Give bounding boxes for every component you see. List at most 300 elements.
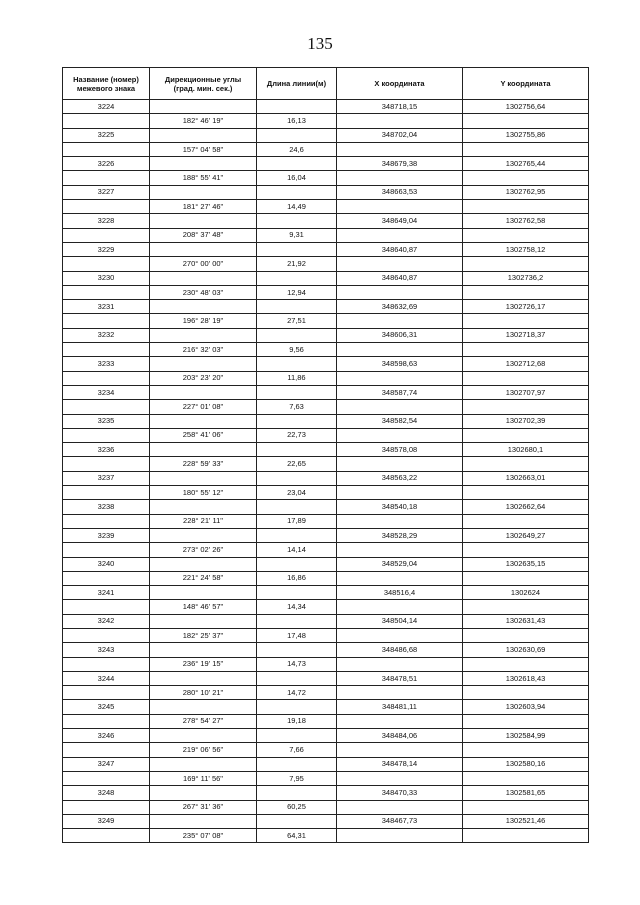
- direction-angle: 273° 02' 26": [150, 543, 257, 557]
- empty-cell: [337, 743, 463, 757]
- x-coordinate: 348598,63: [337, 357, 463, 371]
- point-row: [63, 214, 589, 228]
- line-length: 23,04: [257, 486, 337, 500]
- empty-cell: [337, 800, 463, 814]
- point-name: 3243: [63, 643, 150, 657]
- empty-cell: [150, 414, 257, 428]
- empty-cell: [150, 643, 257, 657]
- empty-cell: [150, 614, 257, 628]
- empty-cell: [463, 114, 589, 128]
- empty-cell: [63, 800, 150, 814]
- x-coordinate: 348481,11: [337, 700, 463, 714]
- direction-angle: 216° 32' 03": [150, 343, 257, 357]
- empty-cell: [257, 357, 337, 371]
- segment-row: [63, 800, 589, 814]
- empty-cell: [63, 486, 150, 500]
- point-name: 3247: [63, 757, 150, 771]
- empty-cell: [63, 142, 150, 156]
- empty-cell: [63, 600, 150, 614]
- point-name: 3242: [63, 614, 150, 628]
- empty-cell: [337, 200, 463, 214]
- empty-cell: [337, 514, 463, 528]
- x-coordinate: 348516,4: [337, 586, 463, 600]
- empty-cell: [337, 257, 463, 271]
- x-coordinate: 348640,87: [337, 271, 463, 285]
- empty-cell: [63, 571, 150, 585]
- x-coordinate: 348478,51: [337, 671, 463, 685]
- point-name: 3229: [63, 242, 150, 256]
- empty-cell: [463, 142, 589, 156]
- y-coordinate: 1302680,1: [463, 443, 589, 457]
- y-coordinate: 1302635,15: [463, 557, 589, 571]
- segment-row: [63, 428, 589, 442]
- x-coordinate: 348649,04: [337, 214, 463, 228]
- empty-cell: [63, 171, 150, 185]
- y-coordinate: 1302581,65: [463, 786, 589, 800]
- header-length: Длина линии(м): [257, 68, 337, 100]
- empty-cell: [257, 242, 337, 256]
- empty-cell: [63, 257, 150, 271]
- direction-angle: 219° 06' 56": [150, 743, 257, 757]
- point-name: 3241: [63, 586, 150, 600]
- empty-cell: [150, 300, 257, 314]
- x-coordinate: 348718,15: [337, 100, 463, 114]
- segment-row: [63, 600, 589, 614]
- empty-cell: [257, 100, 337, 114]
- empty-cell: [257, 671, 337, 685]
- direction-angle: 278° 54' 27": [150, 714, 257, 728]
- segment-row: [63, 543, 589, 557]
- line-length: 16,13: [257, 114, 337, 128]
- line-length: 9,31: [257, 228, 337, 242]
- empty-cell: [337, 142, 463, 156]
- point-name: 3227: [63, 185, 150, 199]
- empty-cell: [463, 457, 589, 471]
- point-name: 3246: [63, 729, 150, 743]
- segment-row: [63, 457, 589, 471]
- empty-cell: [257, 786, 337, 800]
- x-coordinate: 348528,29: [337, 528, 463, 542]
- table-header-row: [63, 68, 589, 100]
- line-length: 9,56: [257, 343, 337, 357]
- x-coordinate: 348679,38: [337, 157, 463, 171]
- empty-cell: [337, 343, 463, 357]
- empty-cell: [463, 800, 589, 814]
- point-row: [63, 242, 589, 256]
- y-coordinate: 1302631,43: [463, 614, 589, 628]
- empty-cell: [63, 457, 150, 471]
- line-length: 16,04: [257, 171, 337, 185]
- segment-row: [63, 114, 589, 128]
- point-row: [63, 729, 589, 743]
- y-coordinate: 1302624: [463, 586, 589, 600]
- empty-cell: [63, 343, 150, 357]
- segment-row: [63, 314, 589, 328]
- y-coordinate: 1302618,43: [463, 671, 589, 685]
- segment-row: [63, 228, 589, 242]
- empty-cell: [337, 714, 463, 728]
- point-name: 3231: [63, 300, 150, 314]
- empty-cell: [463, 486, 589, 500]
- y-coordinate: 1302580,16: [463, 757, 589, 771]
- empty-cell: [150, 671, 257, 685]
- point-name: 3233: [63, 357, 150, 371]
- direction-angle: 157° 04' 58": [150, 142, 257, 156]
- empty-cell: [463, 600, 589, 614]
- empty-cell: [257, 643, 337, 657]
- segment-row: [63, 571, 589, 585]
- header-y: Y координата: [463, 68, 589, 100]
- empty-cell: [337, 686, 463, 700]
- empty-cell: [150, 700, 257, 714]
- empty-cell: [463, 743, 589, 757]
- point-name: 3235: [63, 414, 150, 428]
- point-row: [63, 500, 589, 514]
- empty-cell: [257, 157, 337, 171]
- y-coordinate: 1302756,64: [463, 100, 589, 114]
- empty-cell: [63, 114, 150, 128]
- x-coordinate: 348486,68: [337, 643, 463, 657]
- empty-cell: [257, 128, 337, 142]
- line-length: 27,51: [257, 314, 337, 328]
- segment-row: [63, 371, 589, 385]
- y-coordinate: 1302762,58: [463, 214, 589, 228]
- point-row: [63, 557, 589, 571]
- coordinates-table: [62, 67, 589, 843]
- header-angle: Дирекционные углы (град. мин. сек.): [150, 68, 257, 100]
- x-coordinate: 348470,33: [337, 786, 463, 800]
- segment-row: [63, 400, 589, 414]
- direction-angle: 270° 00' 00": [150, 257, 257, 271]
- point-row: [63, 586, 589, 600]
- direction-angle: 203° 23' 20": [150, 371, 257, 385]
- empty-cell: [63, 714, 150, 728]
- empty-cell: [63, 285, 150, 299]
- point-name: 3234: [63, 385, 150, 399]
- point-row: [63, 443, 589, 457]
- empty-cell: [257, 328, 337, 342]
- empty-cell: [257, 814, 337, 828]
- header-name: Название (номер) межевого знака: [63, 68, 150, 100]
- empty-cell: [150, 586, 257, 600]
- direction-angle: 258° 41' 06": [150, 428, 257, 442]
- direction-angle: 280° 10' 21": [150, 686, 257, 700]
- x-coordinate: 348529,04: [337, 557, 463, 571]
- point-row: [63, 614, 589, 628]
- point-name: 3248: [63, 786, 150, 800]
- empty-cell: [257, 271, 337, 285]
- empty-cell: [63, 543, 150, 557]
- point-name: 3244: [63, 671, 150, 685]
- x-coordinate: 348663,53: [337, 185, 463, 199]
- empty-cell: [150, 729, 257, 743]
- direction-angle: 182° 46' 19": [150, 114, 257, 128]
- point-row: [63, 757, 589, 771]
- direction-angle: 236° 19' 15": [150, 657, 257, 671]
- point-row: [63, 357, 589, 371]
- line-length: 21,92: [257, 257, 337, 271]
- empty-cell: [63, 371, 150, 385]
- empty-cell: [150, 757, 257, 771]
- direction-angle: 188° 55' 41": [150, 171, 257, 185]
- empty-cell: [337, 457, 463, 471]
- segment-row: [63, 285, 589, 299]
- x-coordinate: 348606,31: [337, 328, 463, 342]
- empty-cell: [150, 157, 257, 171]
- segment-row: [63, 200, 589, 214]
- point-name: 3225: [63, 128, 150, 142]
- empty-cell: [257, 500, 337, 514]
- empty-cell: [257, 443, 337, 457]
- empty-cell: [463, 571, 589, 585]
- empty-cell: [463, 228, 589, 242]
- empty-cell: [463, 714, 589, 728]
- empty-cell: [337, 400, 463, 414]
- empty-cell: [257, 557, 337, 571]
- point-row: [63, 786, 589, 800]
- direction-angle: 267° 31' 36": [150, 800, 257, 814]
- point-row: [63, 328, 589, 342]
- empty-cell: [257, 471, 337, 485]
- empty-cell: [150, 214, 257, 228]
- empty-cell: [150, 471, 257, 485]
- line-length: 7,66: [257, 743, 337, 757]
- line-length: 16,86: [257, 571, 337, 585]
- y-coordinate: 1302726,17: [463, 300, 589, 314]
- direction-angle: 169° 11' 56": [150, 771, 257, 785]
- point-row: [63, 185, 589, 199]
- empty-cell: [63, 771, 150, 785]
- y-coordinate: 1302762,95: [463, 185, 589, 199]
- y-coordinate: 1302718,37: [463, 328, 589, 342]
- y-coordinate: 1302603,94: [463, 700, 589, 714]
- line-length: 14,14: [257, 543, 337, 557]
- y-coordinate: 1302758,12: [463, 242, 589, 256]
- direction-angle: 182° 25' 37": [150, 628, 257, 642]
- empty-cell: [150, 128, 257, 142]
- empty-cell: [63, 686, 150, 700]
- point-row: [63, 814, 589, 828]
- empty-cell: [257, 300, 337, 314]
- empty-cell: [150, 500, 257, 514]
- point-name: 3224: [63, 100, 150, 114]
- empty-cell: [337, 171, 463, 185]
- x-coordinate: 348582,54: [337, 414, 463, 428]
- point-name: 3237: [63, 471, 150, 485]
- y-coordinate: 1302584,99: [463, 729, 589, 743]
- empty-cell: [337, 543, 463, 557]
- direction-angle: 230° 48' 03": [150, 285, 257, 299]
- direction-angle: 221° 24' 58": [150, 571, 257, 585]
- y-coordinate: 1302649,27: [463, 528, 589, 542]
- empty-cell: [257, 414, 337, 428]
- empty-cell: [337, 657, 463, 671]
- point-row: [63, 700, 589, 714]
- empty-cell: [63, 428, 150, 442]
- point-name: 3226: [63, 157, 150, 171]
- empty-cell: [337, 600, 463, 614]
- direction-angle: 148° 46' 57": [150, 600, 257, 614]
- empty-cell: [337, 114, 463, 128]
- y-coordinate: 1302630,69: [463, 643, 589, 657]
- y-coordinate: 1302765,44: [463, 157, 589, 171]
- empty-cell: [63, 628, 150, 642]
- empty-cell: [150, 786, 257, 800]
- empty-cell: [337, 228, 463, 242]
- x-coordinate: 348578,08: [337, 443, 463, 457]
- empty-cell: [463, 400, 589, 414]
- direction-angle: 180° 55' 12": [150, 486, 257, 500]
- empty-cell: [63, 514, 150, 528]
- y-coordinate: 1302736,2: [463, 271, 589, 285]
- segment-row: [63, 257, 589, 271]
- line-length: 22,73: [257, 428, 337, 442]
- line-length: 22,65: [257, 457, 337, 471]
- empty-cell: [150, 100, 257, 114]
- x-coordinate: 348702,04: [337, 128, 463, 142]
- empty-cell: [337, 771, 463, 785]
- empty-cell: [463, 343, 589, 357]
- point-row: [63, 385, 589, 399]
- empty-cell: [150, 443, 257, 457]
- empty-cell: [63, 743, 150, 757]
- empty-cell: [463, 285, 589, 299]
- empty-cell: [463, 428, 589, 442]
- point-row: [63, 643, 589, 657]
- empty-cell: [257, 614, 337, 628]
- empty-cell: [150, 328, 257, 342]
- segment-row: [63, 486, 589, 500]
- y-coordinate: 1302662,64: [463, 500, 589, 514]
- segment-row: [63, 743, 589, 757]
- point-name: 3228: [63, 214, 150, 228]
- segment-row: [63, 628, 589, 642]
- empty-cell: [337, 285, 463, 299]
- empty-cell: [150, 185, 257, 199]
- direction-angle: 208° 37' 48": [150, 228, 257, 242]
- point-row: [63, 671, 589, 685]
- point-name: 3236: [63, 443, 150, 457]
- empty-cell: [463, 257, 589, 271]
- x-coordinate: 348504,14: [337, 614, 463, 628]
- line-length: 14,49: [257, 200, 337, 214]
- empty-cell: [150, 242, 257, 256]
- empty-cell: [337, 371, 463, 385]
- line-length: 7,63: [257, 400, 337, 414]
- point-row: [63, 528, 589, 542]
- table-body: [63, 100, 589, 843]
- empty-cell: [463, 829, 589, 843]
- empty-cell: [257, 185, 337, 199]
- line-length: 14,73: [257, 657, 337, 671]
- point-row: [63, 300, 589, 314]
- y-coordinate: 1302707,97: [463, 385, 589, 399]
- point-row: [63, 471, 589, 485]
- empty-cell: [463, 371, 589, 385]
- x-coordinate: 348484,06: [337, 729, 463, 743]
- line-length: 60,25: [257, 800, 337, 814]
- line-length: 17,48: [257, 628, 337, 642]
- header-x: X координата: [337, 68, 463, 100]
- line-length: 24,6: [257, 142, 337, 156]
- x-coordinate: 348587,74: [337, 385, 463, 399]
- empty-cell: [463, 314, 589, 328]
- empty-cell: [63, 400, 150, 414]
- y-coordinate: 1302702,39: [463, 414, 589, 428]
- empty-cell: [63, 314, 150, 328]
- empty-cell: [150, 557, 257, 571]
- x-coordinate: 348640,87: [337, 242, 463, 256]
- y-coordinate: 1302521,46: [463, 814, 589, 828]
- point-name: 3240: [63, 557, 150, 571]
- point-name: 3249: [63, 814, 150, 828]
- direction-angle: 235° 07' 08": [150, 829, 257, 843]
- point-name: 3232: [63, 328, 150, 342]
- empty-cell: [63, 657, 150, 671]
- segment-row: [63, 771, 589, 785]
- y-coordinate: 1302712,68: [463, 357, 589, 371]
- x-coordinate: 348467,73: [337, 814, 463, 828]
- empty-cell: [257, 757, 337, 771]
- empty-cell: [257, 700, 337, 714]
- empty-cell: [257, 528, 337, 542]
- empty-cell: [337, 428, 463, 442]
- segment-row: [63, 142, 589, 156]
- line-length: 14,34: [257, 600, 337, 614]
- point-name: 3238: [63, 500, 150, 514]
- point-row: [63, 157, 589, 171]
- line-length: 14,72: [257, 686, 337, 700]
- empty-cell: [63, 829, 150, 843]
- x-coordinate: 348478,14: [337, 757, 463, 771]
- empty-cell: [463, 771, 589, 785]
- line-length: 11,86: [257, 371, 337, 385]
- empty-cell: [257, 214, 337, 228]
- direction-angle: 196° 28' 19": [150, 314, 257, 328]
- empty-cell: [463, 628, 589, 642]
- empty-cell: [463, 543, 589, 557]
- empty-cell: [463, 686, 589, 700]
- empty-cell: [150, 271, 257, 285]
- point-name: 3230: [63, 271, 150, 285]
- empty-cell: [150, 528, 257, 542]
- line-length: 7,95: [257, 771, 337, 785]
- direction-angle: 227° 01' 08": [150, 400, 257, 414]
- y-coordinate: 1302663,01: [463, 471, 589, 485]
- empty-cell: [463, 200, 589, 214]
- empty-cell: [150, 385, 257, 399]
- point-row: [63, 271, 589, 285]
- point-row: [63, 128, 589, 142]
- line-length: 19,18: [257, 714, 337, 728]
- empty-cell: [150, 357, 257, 371]
- empty-cell: [150, 814, 257, 828]
- line-length: 64,31: [257, 829, 337, 843]
- segment-row: [63, 171, 589, 185]
- segment-row: [63, 343, 589, 357]
- x-coordinate: 348563,22: [337, 471, 463, 485]
- segment-row: [63, 514, 589, 528]
- page-number: 135: [307, 34, 333, 53]
- x-coordinate: 348632,69: [337, 300, 463, 314]
- empty-cell: [337, 829, 463, 843]
- empty-cell: [463, 514, 589, 528]
- empty-cell: [463, 657, 589, 671]
- x-coordinate: 348540,18: [337, 500, 463, 514]
- y-coordinate: 1302755,86: [463, 128, 589, 142]
- empty-cell: [337, 571, 463, 585]
- point-name: 3239: [63, 528, 150, 542]
